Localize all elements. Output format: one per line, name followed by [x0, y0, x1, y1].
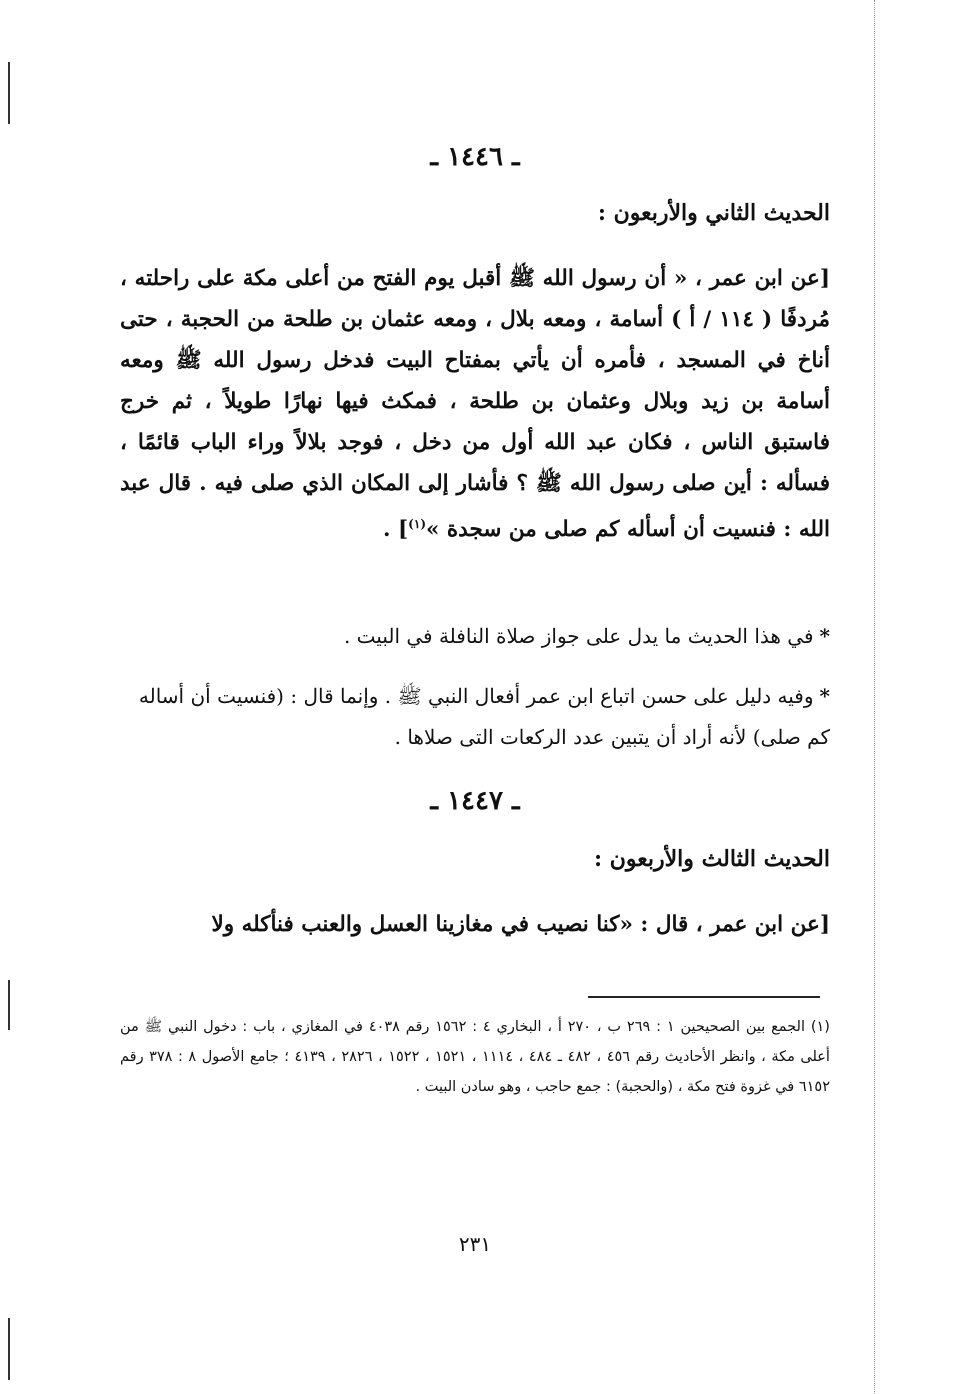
scan-edge-mark: [8, 980, 10, 1030]
hadith-body: [عن ابن عمر ، « أن رسول الله ﷺ أقبل يوم الفتح من أعلى مكة على راحلته ، مُردفًا ( ١١٤ / أ ) أسامة ، ومعه بلال ، ومعه عثمان بن طلحة من الحجبة ، حتى أناخ في المسجد ، فأمره أن يأتي بمفتاح البيت فدخل رسول الله ﷺ ومعه أسامة بن زيد وبلال وعثمان بن طلحة ، فمكث فيها نهارًا طويلاً ، ثم خرج فاستبق الناس ، فكان عبد الله أول من دخل ، فوجد بلالاً وراء الباب قائمًا ، فسأله : أين صلى رسول الله ﷺ ؟ فأشار إلى المكان الذي صلى فيه . قال عبد الله : فنسيت أن أسأله كم صلى من سجدة »: [120, 266, 830, 543]
hadith-close: ] .: [383, 517, 409, 543]
commentary-note: [120, 616, 830, 657]
scan-edge-mark: [8, 62, 10, 124]
note-star: *: [819, 684, 830, 708]
hadith-number: ـ ١٤٤٦ ـ: [430, 142, 520, 172]
footnote-text: (١) الجمع بين الصحيحين ١ : ٢٦٩ ب ، ٢٧٠ أ ، البخاري ٤ : ١٥٦٢ رقم ٤٠٣٨ في المغازي ، باب : دخول النبي ﷺ من أعلى مكة ، وانظر الأحاديث رقم ٤٥٦ ، ٤٨٢ ـ ٤٨٤ ، ١١١٤ ، ١٥٢١ ، ١٥٢٢ ، ٢٨٢٦ ، ٤١٣٩ ؛ جامع الأصول ٨ : ٣٧٨ رقم ٦١٥٢ في غزوة فتح مكة ، (والحجبة) : جمع حاجب ، وهو سادن البيت .: [120, 1019, 830, 1095]
hadith-number: ـ ١٤٤٧ ـ: [430, 786, 520, 816]
page-number: ٢٣١: [458, 1232, 492, 1256]
note-text: في هذا الحديث ما يدل على جواز صلاة النافلة في البيت .: [343, 624, 814, 648]
scan-edge-dots: [874, 0, 875, 1394]
note-star: *: [819, 624, 830, 648]
scan-edge-mark: [8, 1318, 10, 1380]
footnote-ref: (١): [408, 517, 426, 531]
commentary-note: [120, 676, 830, 758]
hadith-heading: الحديث الثاني والأربعون :: [597, 200, 830, 226]
hadith-heading: الحديث الثالث والأربعون :: [593, 846, 830, 872]
hadith-text: [عن ابن عمر ، قال : «كنا نصيب في مغازينا العسل والعنب فنأكله ولا: [211, 912, 830, 937]
footnote-divider: [588, 996, 820, 998]
hadith-text: [120, 258, 830, 550]
note-text: وفيه دليل على حسن اتباع ابن عمر أفعال النبي ﷺ . وإنما قال : (فنسيت أن أساله كم صلى) لأنه أراد أن يتبين عدد الركعات التى صلاها .: [138, 684, 830, 749]
